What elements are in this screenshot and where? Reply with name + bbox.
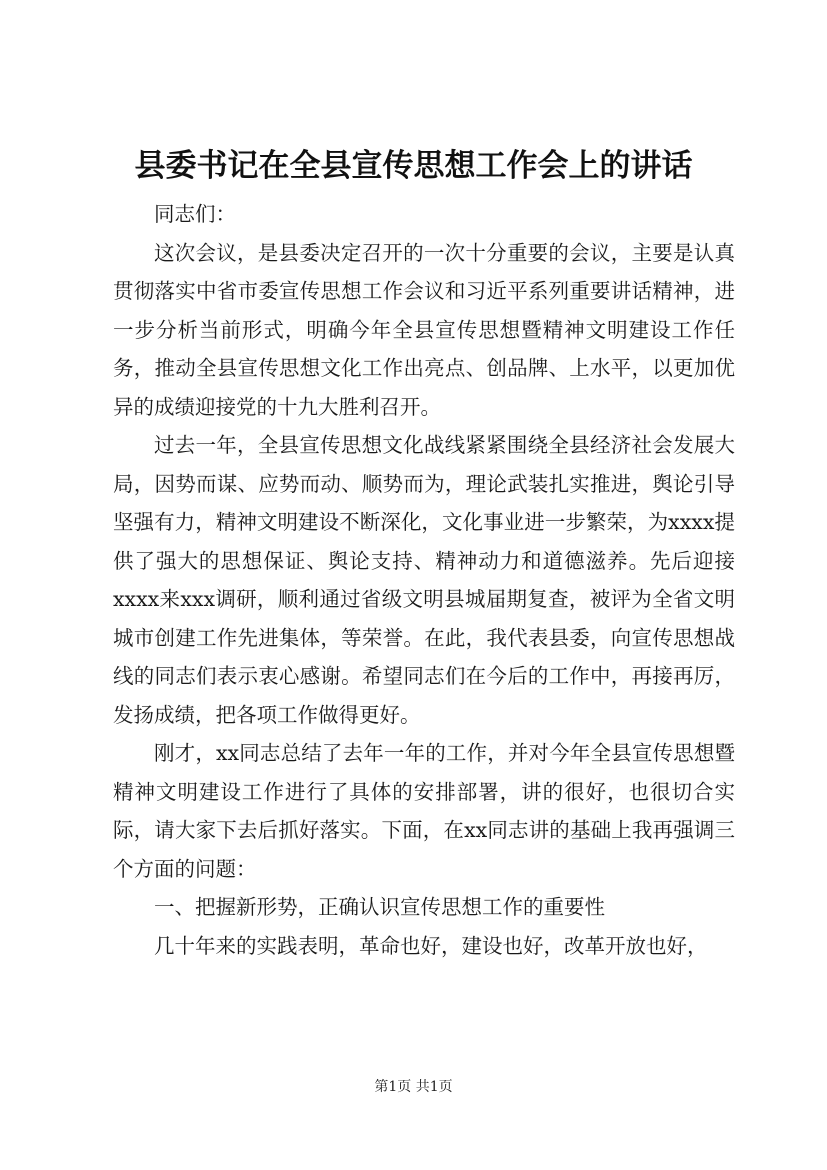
document-body bbox=[113, 195, 735, 965]
document-title: 县委书记在全县宣传思想工作会上的讲话 bbox=[134, 148, 693, 184]
section-heading-1: 一、把握新形势，正确认识宣传思想工作的重要性 bbox=[154, 895, 605, 919]
salutation: 同志们： bbox=[154, 202, 236, 226]
paragraph-2: 过去一年，全县宣传思想文化战线紧紧围绕全县经济社会发展大局，因势而谋、应势而动、顺势而为，理论武装扎实推进，舆论引导坚强有力，精神文明建设不断深化，文化事业进一步繁荣，为xxxx提供了强大的思想保证、舆论支持、精神动力和道德滋养。先后迎接xxxx来xxx调研，顺利通过省级文明县城届期复查，被评为全省文明城市创建工作先进集体，等荣誉。在此，我代表县委，向宣传思想战线的同志们表示衷心感谢。希望同志们在今后的工作中，再接再厉，发扬成绩，把各项工作做得更好。 bbox=[113, 433, 735, 727]
paragraph-4: 几十年来的实践表明，革命也好，建设也好，改革开放也好， bbox=[154, 933, 708, 958]
paragraph-1: 这次会议，是县委决定召开的一次十分重要的会议，主要是认真贯彻落实中省市委宣传思想工作会议和习近平系列重要讲话精神，进一步分析当前形式，明确今年全县宣传思想暨精神文明建设工作任务，推动全县宣传思想文化工作出亮点、创品牌、上水平，以更加优异的成绩迎接党的十九大胜利召开。 bbox=[113, 240, 735, 419]
page-footer: 第1页 共1页 bbox=[374, 1079, 453, 1095]
paragraph-3: 刚才，xx同志总结了去年一年的工作，并对今年全县宣传思想暨精神文明建设工作进行了具体的安排部署，讲的很好，也很切合实际，请大家下去后抓好落实。下面，在xx同志讲的基础上我再强调三个方面的问题： bbox=[113, 741, 735, 881]
